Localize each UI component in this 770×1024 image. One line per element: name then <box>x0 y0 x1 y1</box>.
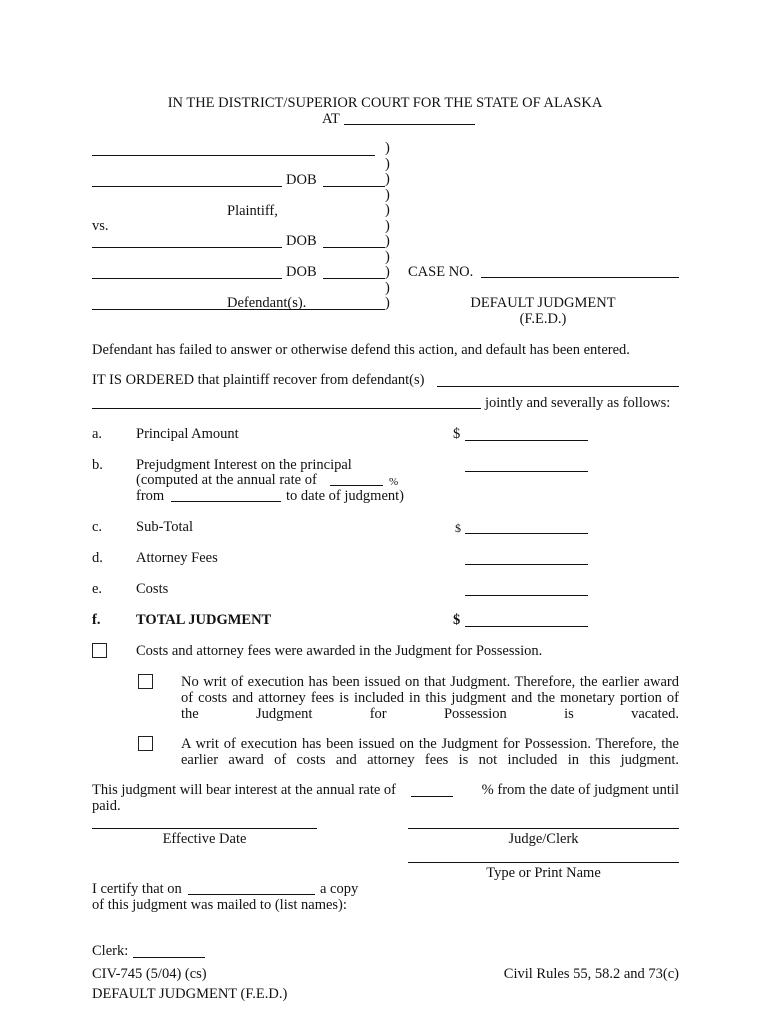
paren: ) <box>385 186 390 203</box>
jointly-text: jointly and severally as follows: <box>485 395 671 411</box>
no-writ-checkbox[interactable] <box>138 674 153 689</box>
document-title: DEFAULT JUDGMENT <box>470 295 616 311</box>
item-c-dollar: $ <box>455 521 461 535</box>
judge-clerk-signature-field[interactable] <box>408 828 679 829</box>
item-b-rate-text: (computed at the annual rate of <box>136 472 317 488</box>
civil-rules: Civil Rules 55, 58.2 and 73(c) <box>503 966 679 982</box>
defendant-1-dob-field[interactable] <box>323 247 385 248</box>
defendant-1-name-field[interactable] <box>92 247 282 248</box>
form-title: DEFAULT JUDGMENT (F.E.D.) <box>92 986 288 1002</box>
paren: ) <box>385 202 390 218</box>
attorney-fees-field[interactable] <box>465 564 588 565</box>
certify-prefix: I certify that on <box>92 881 182 897</box>
vs-label: vs. <box>92 218 109 234</box>
prejudgment-from-date-field[interactable] <box>171 501 281 502</box>
type-print-label: Type or Print Name <box>486 865 601 881</box>
interest-rate-field[interactable] <box>411 796 453 797</box>
total-judgment-field[interactable] <box>465 626 588 627</box>
effective-date-field[interactable] <box>92 828 317 829</box>
clerk-initials-field[interactable] <box>133 957 205 958</box>
item-b-letter: b. <box>92 457 103 473</box>
plaintiff-dob-field[interactable] <box>323 186 385 187</box>
item-f-letter: f. <box>92 612 101 628</box>
clerk-label: Clerk: <box>92 943 129 959</box>
item-b-from: from <box>136 488 165 504</box>
item-b-to-date: to date of judgment) <box>286 488 404 504</box>
dob-label-2: DOB <box>286 233 317 249</box>
plaintiff-name-field[interactable] <box>92 155 375 156</box>
item-b-label: Prejudgment Interest on the principal <box>136 457 352 473</box>
costs-field[interactable] <box>465 595 588 596</box>
mailed-date-field[interactable] <box>188 894 315 895</box>
case-no-label: CASE NO. <box>408 264 474 280</box>
writ-issued-checkbox[interactable] <box>138 736 153 751</box>
defendant-2-dob-field[interactable] <box>323 278 385 279</box>
item-c-letter: c. <box>92 519 103 535</box>
court-title: IN THE DISTRICT/SUPERIOR COURT FOR THE STATE OF ALASKA <box>167 95 603 111</box>
prejudgment-rate-field[interactable] <box>330 485 383 486</box>
certify-suffix: a copy <box>320 881 359 897</box>
defendant-2-name-field[interactable] <box>92 278 282 279</box>
dob-label-3: DOB <box>286 264 317 280</box>
case-no-field[interactable] <box>481 277 679 278</box>
interest-suffix: % from the date of judgment until <box>481 782 679 798</box>
paren: ) <box>385 279 390 296</box>
prejudgment-interest-field[interactable] <box>465 471 588 472</box>
form-number: CIV-745 (5/04) (cs) <box>92 966 207 982</box>
costs-awarded-text: Costs and attorney fees were awarded in the Judgment for Possession. <box>136 643 543 659</box>
court-location-field[interactable] <box>344 124 475 125</box>
item-a-letter: a. <box>92 426 103 442</box>
paren: ) <box>385 264 390 280</box>
writ-issued-text: A writ of execution has been issued on the Judgment for Possession. Therefore, the earlier award of costs and attorney fees is not included in this judgment. <box>181 736 679 768</box>
plaintiff-2-name-field[interactable] <box>92 186 282 187</box>
default-statement: Defendant has failed to answer or otherwise defend this action, and default has been entered. <box>92 342 630 358</box>
item-c-label: Sub-Total <box>136 519 193 535</box>
item-a-dollar: $ <box>453 426 461 442</box>
ordered-statement: IT IS ORDERED that plaintiff recover from defendant(s) <box>92 372 425 388</box>
principal-amount-field[interactable] <box>465 440 588 441</box>
type-print-name-field[interactable] <box>408 862 679 863</box>
item-d-label: Attorney Fees <box>136 550 218 566</box>
document-subtitle: (F.E.D.) <box>519 311 567 327</box>
subtotal-field[interactable] <box>465 533 588 534</box>
defendants-names-field-1[interactable] <box>437 386 679 387</box>
defendants-label: Defendant(s). <box>227 295 307 311</box>
effective-date-label: Effective Date <box>162 831 247 847</box>
plaintiff-label: Plaintiff, <box>227 203 278 219</box>
item-a-label: Principal Amount <box>136 426 239 442</box>
interest-prefix: This judgment will bear interest at the annual rate of <box>92 782 396 798</box>
paren: ) <box>385 171 390 187</box>
paren: ) <box>385 233 390 249</box>
certify-line2: of this judgment was mailed to (list names): <box>92 897 347 913</box>
judge-clerk-label: Judge/Clerk <box>508 831 579 847</box>
no-writ-text: No writ of execution has been issued on that Judgment. Therefore, the earlier award of costs and attorney fees is included in this judgment and the monetary portion of the Judgment for Possession is vacated. <box>181 674 679 722</box>
item-e-letter: e. <box>92 581 103 597</box>
paren: ) <box>385 140 390 156</box>
costs-awarded-checkbox[interactable] <box>92 643 107 658</box>
paren: ) <box>385 217 390 234</box>
item-d-letter: d. <box>92 550 103 566</box>
paren: ) <box>385 155 390 172</box>
dob-label-1: DOB <box>286 172 317 188</box>
item-f-label: TOTAL JUDGMENT <box>136 612 272 628</box>
paren: ) <box>385 248 390 265</box>
item-f-dollar: $ <box>453 612 461 628</box>
item-b-percent: % <box>389 476 399 488</box>
interest-cont: paid. <box>92 798 121 814</box>
item-e-label: Costs <box>136 581 169 597</box>
paren: ) <box>385 295 390 311</box>
at-label: AT <box>322 111 340 127</box>
defendants-names-field-2[interactable] <box>92 408 481 409</box>
